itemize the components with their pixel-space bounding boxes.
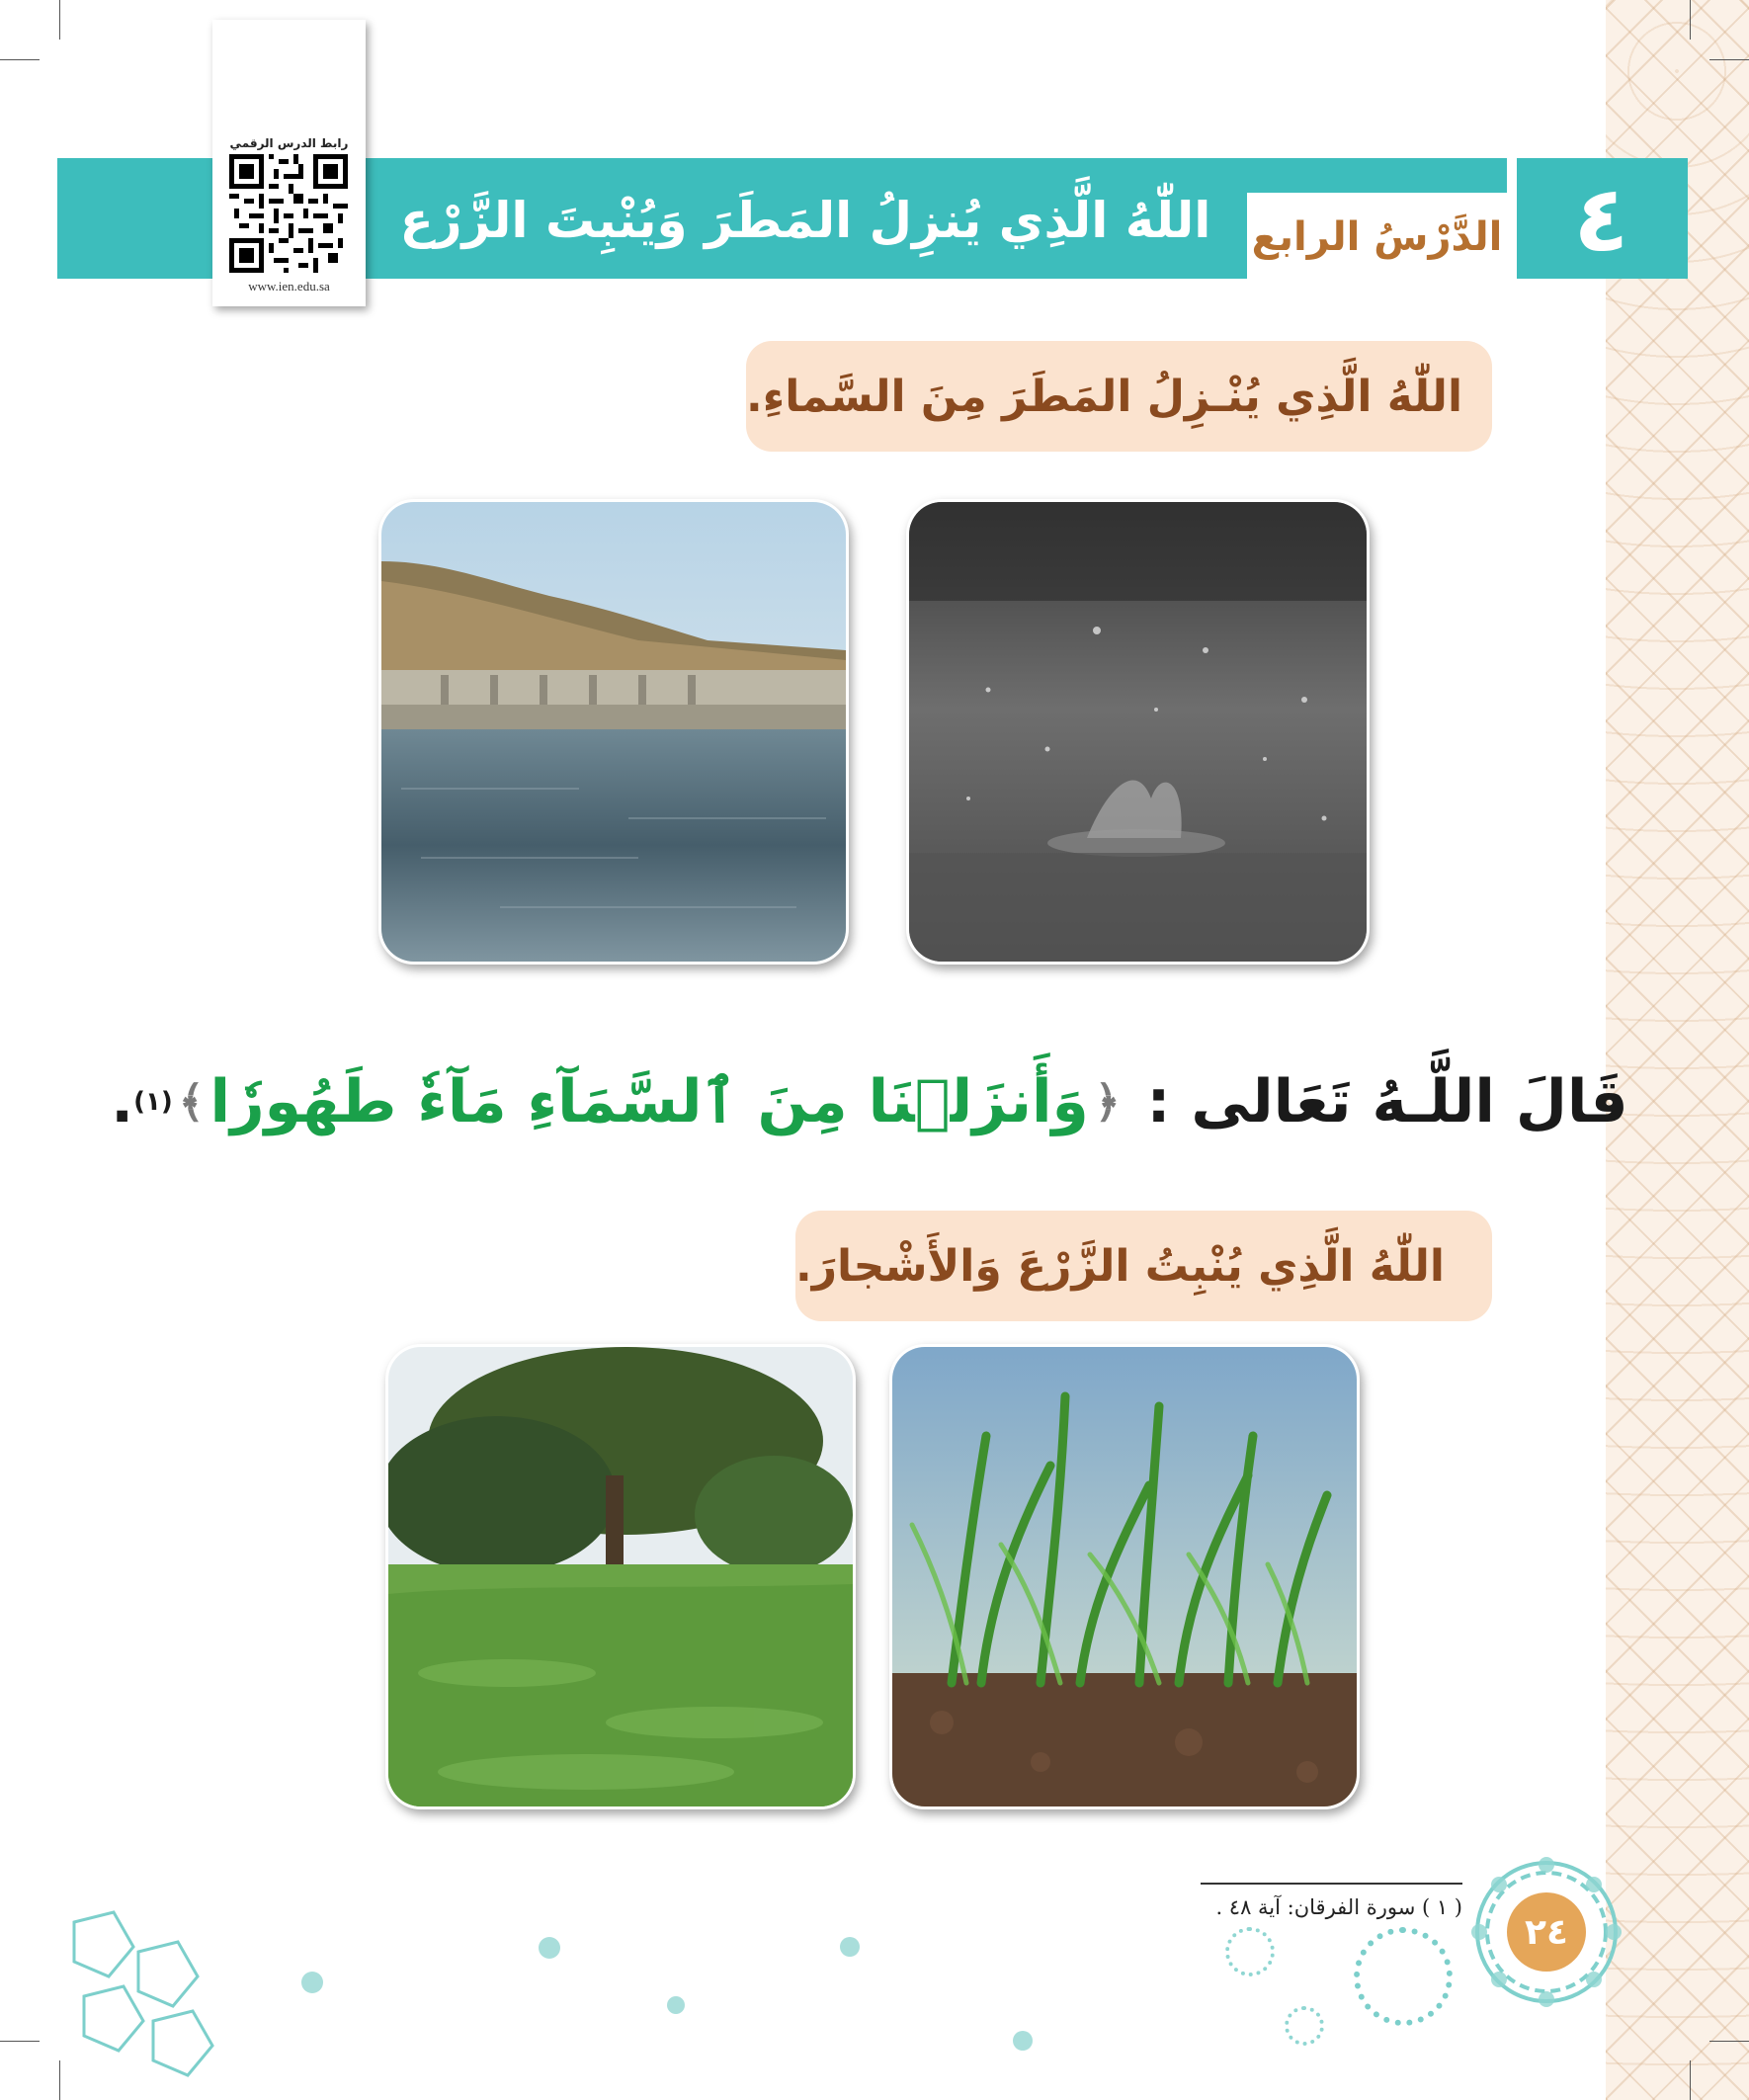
page-number: ٢٤	[1507, 1892, 1586, 1972]
decorative-rosette	[1285, 2006, 1324, 2046]
crop-mark	[1690, 0, 1691, 40]
decorative-dot	[539, 1937, 560, 1959]
decorative-dot	[1013, 2031, 1033, 2051]
decorative-rosette	[1354, 1927, 1453, 2026]
rain-section-heading	[746, 341, 1492, 452]
verse-open-bracket: ﴿	[1094, 1076, 1121, 1128]
rain-heading-text: اللّٰهُ الَّذِي يُنْـزِلُ المَطَرَ مِنَ السَّماءِ.	[746, 371, 1463, 422]
qr-caption: رابط الدرس الرقمي	[229, 136, 349, 150]
verse-quran-text: وَأَنزَلۡنَا مِنَ ٱلسَّمَآءِ مَآءٗ طَهُورٗا	[209, 1067, 1089, 1136]
footnote-divider	[1201, 1883, 1462, 1885]
dam-reservoir-photo	[378, 499, 849, 965]
decorative-dot	[667, 1996, 685, 2014]
lesson-number: ٤	[1573, 165, 1629, 272]
plants-heading-text: اللّٰهُ الَّذِي يُنْبِتُ الزَّرْعَ وَالأَشْجارَ.	[795, 1240, 1445, 1292]
lesson-label: الدَّرْسُ الرابع	[1247, 193, 1507, 282]
wheat-sprouts-photo	[889, 1344, 1360, 1809]
trees-meadow-photo	[385, 1344, 856, 1809]
crop-mark	[1709, 2041, 1749, 2042]
verse-footnote-ref[interactable]: (١)	[133, 1087, 173, 1117]
crop-mark	[0, 59, 40, 60]
plants-section-heading	[795, 1211, 1492, 1321]
lesson-title: اللّٰهُ الَّذِي يُنزِلُ المَطَرَ وَيُنْبِتَ الزَّرْع	[399, 191, 1211, 249]
qr-code[interactable]	[229, 154, 348, 273]
crop-mark	[1690, 2060, 1691, 2100]
crop-mark	[1709, 59, 1749, 60]
verse-close-bracket: ﴾	[178, 1076, 205, 1128]
decorative-dot	[301, 1972, 323, 1993]
rain-drops-photo	[906, 499, 1370, 965]
digital-lesson-url[interactable]: www.ien.edu.sa	[248, 279, 330, 294]
verse-end-mark: .	[111, 1067, 134, 1136]
decorative-dot	[840, 1937, 860, 1957]
footnote: ( ١ ) سورة الفرقان: آية ٤٨ .	[1215, 1895, 1462, 1919]
quran-verse	[111, 1043, 1628, 1161]
decorative-rosette	[1225, 1927, 1275, 1976]
crop-mark	[0, 2041, 40, 2042]
verse-intro: قَالَ اللَّـهُ تَعَالى :	[1146, 1067, 1628, 1136]
crop-mark	[59, 0, 60, 40]
side-decorative-pattern	[1606, 0, 1749, 2100]
bottom-left-ornament	[54, 1902, 232, 2080]
